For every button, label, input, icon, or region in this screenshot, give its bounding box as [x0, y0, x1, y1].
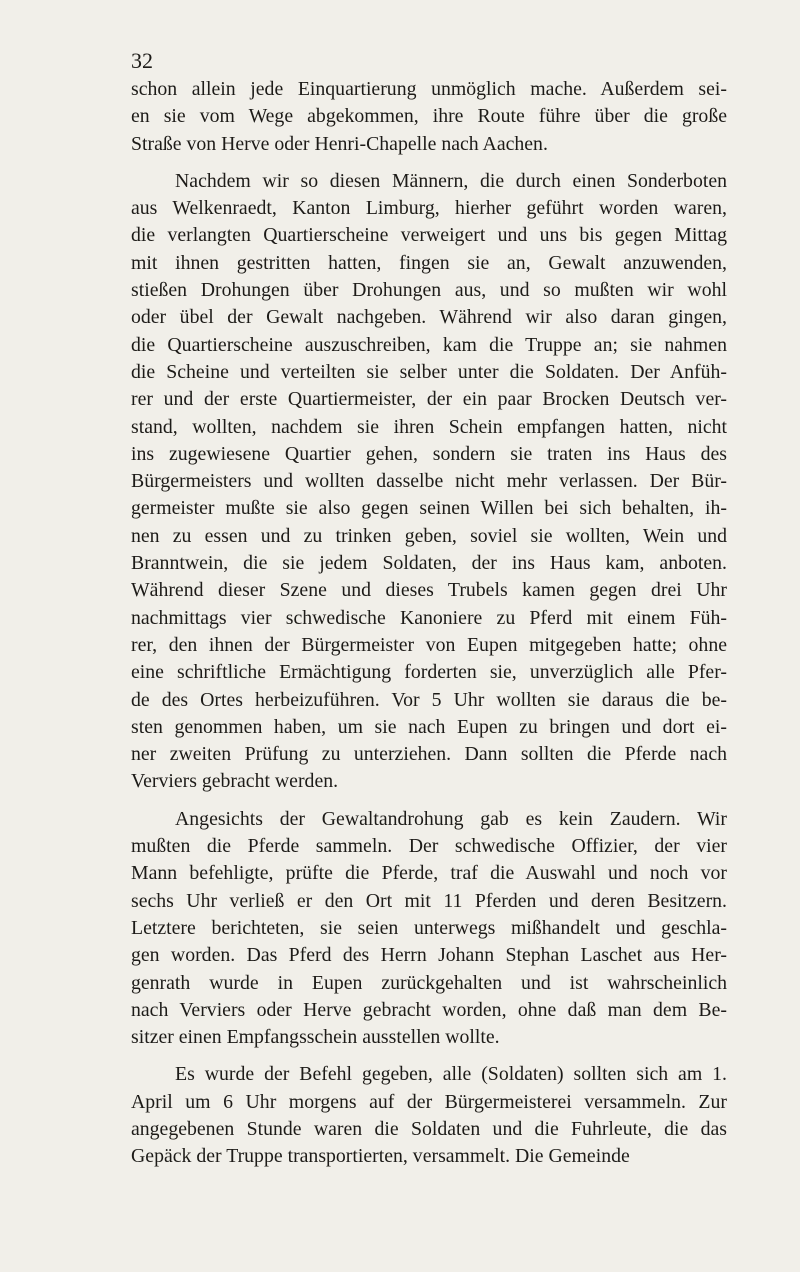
text-line: nachmittags vier schwedische Kanoniere zu Pferd mit einem Füh- — [131, 606, 727, 629]
text-line: sten genommen haben, um sie nach Eupen zu bringen und dort ei- — [131, 715, 727, 738]
text-line: Während dieser Szene und dieses Trubels kamen gegen drei Uhr — [131, 579, 727, 602]
text-line: Branntwein, die sie jedem Soldaten, der ins Haus kam, anboten. — [131, 552, 727, 575]
text-line: mit ihnen gestritten hatten, fingen sie an, Gewalt anzuwenden, — [131, 251, 727, 274]
text-line: Es wurde der Befehl gegeben, alle (Soldaten) sollten sich am 1. — [175, 1063, 727, 1086]
text-line: de des Ortes herbeizuführen. Vor 5 Uhr wollten sie daraus die be- — [131, 688, 727, 711]
text-line: stießen Drohungen über Drohungen aus, und so mußten wir wohl — [131, 279, 727, 302]
text-line: Verviers gebracht werden. — [131, 770, 339, 793]
text-line: Angesichts der Gewaltandrohung gab es kein Zaudern. Wir — [175, 807, 727, 830]
text-line: die Scheine und verteilten sie selber unter die Soldaten. Der Anfüh- — [131, 360, 727, 383]
text-line: ins zugewiesene Quartier gehen, sondern sie traten ins Haus des — [131, 442, 727, 465]
text-line: nach Verviers oder Herve gebracht worden, ohne daß man dem Be- — [131, 998, 727, 1021]
text-line: eine schriftliche Ermächtigung forderten sie, unverzüglich alle Pfer- — [131, 661, 727, 684]
text-line: sechs Uhr verließ er den Ort mit 11 Pferden und deren Besitzern. — [131, 889, 727, 912]
text-line: rer, den ihnen der Bürgermeister von Eupen mitgegeben hatte; ohne — [131, 633, 727, 656]
text-line: mußten die Pferde sammeln. Der schwedische Offizier, der vier — [131, 835, 727, 858]
text-line: genrath wurde in Eupen zurückgehalten und ist wahrscheinlich — [131, 971, 727, 994]
paragraph — [131, 806, 727, 1052]
text-line: en sie vom Wege abgekommen, ihre Route führe über die große — [131, 105, 727, 128]
body-text — [131, 76, 727, 1171]
text-line: die Quartierscheine auszuschreiben, kam die Truppe an; sie nahmen — [131, 333, 727, 356]
text-line: April um 6 Uhr morgens auf der Bürgermeisterei versammeln. Zur — [131, 1090, 727, 1113]
text-line: Nachdem wir so diesen Männern, die durch einen Sonderboten — [175, 169, 727, 192]
text-line: aus Welkenraedt, Kanton Limburg, hierher geführt worden waren, — [131, 197, 727, 220]
text-line: Bürgermeisters und wollten dasselbe nicht mehr verlassen. Der Bür- — [131, 470, 727, 493]
text-line: gen worden. Das Pferd des Herrn Johann Stephan Laschet aus Her- — [131, 944, 727, 967]
paragraph — [131, 168, 727, 796]
text-line: ner zweiten Prüfung zu unterziehen. Dann sollten die Pferde nach — [131, 743, 727, 766]
text-line: Straße von Herve oder Henri-Chapelle nach Aachen. — [131, 132, 548, 155]
text-line: Letztere berichteten, sie seien unterwegs mißhandelt und geschla- — [131, 916, 727, 939]
text-line: rer und der erste Quartiermeister, der ein paar Brocken Deutsch ver- — [131, 388, 727, 411]
text-line: oder übel der Gewalt nachgeben. Während wir also daran gingen, — [131, 306, 727, 329]
paragraph — [131, 1061, 727, 1170]
text-line: schon allein jede Einquartierung unmöglich mache. Außerdem sei- — [131, 78, 727, 100]
text-line: die verlangten Quartierscheine verweigert und uns bis gegen Mittag — [131, 224, 727, 247]
paragraph — [131, 76, 727, 158]
text-line: nen zu essen und zu trinken geben, soviel sie wollten, Wein und — [131, 524, 727, 547]
text-line: germeister mußte sie also gegen seinen Willen bei sich behalten, ih- — [131, 497, 727, 520]
text-line: angegebenen Stunde waren die Soldaten und die Fuhrleute, die das — [131, 1117, 727, 1140]
text-line: stand, wollten, nachdem sie ihren Schein empfangen hatten, nicht — [131, 415, 727, 438]
text-line: Gepäck der Truppe transportierten, versammelt. Die Gemeinde — [131, 1145, 630, 1168]
page-number: 32 — [131, 48, 153, 73]
text-line: Mann befehligte, prüfte die Pferde, traf die Auswahl und noch vor — [131, 862, 727, 885]
text-line: sitzer einen Empfangsschein ausstellen wollte. — [131, 1026, 500, 1049]
